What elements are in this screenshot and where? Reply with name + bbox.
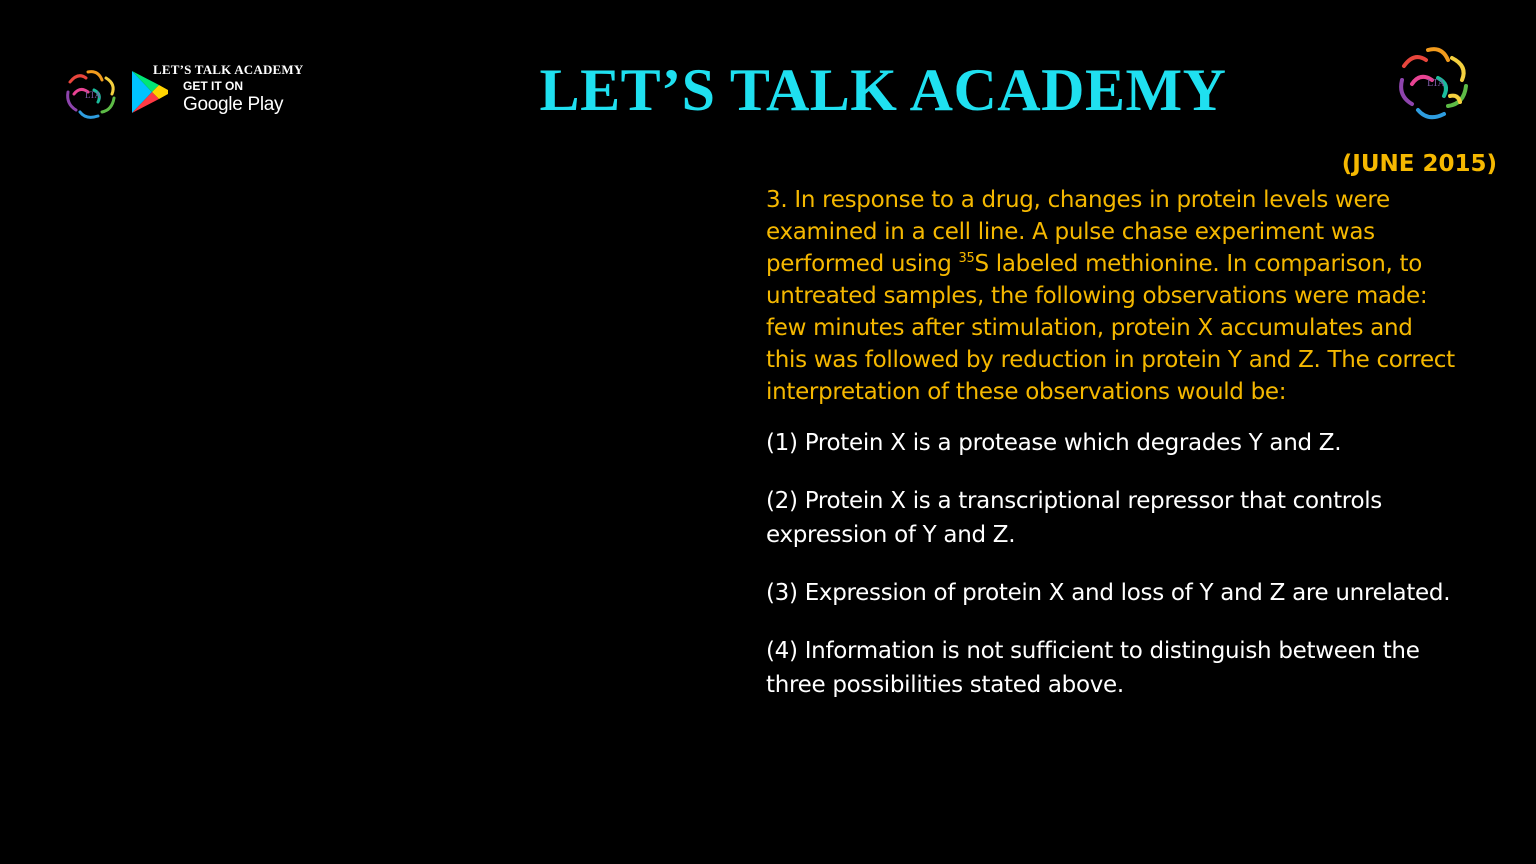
option-line: (3) Expression of protein X and loss of Y and Z are unrelated. [766,580,1451,606]
question-line: 3. In response to a drug, changes in protein levels were [766,187,1390,213]
isotope-after-text: S labeled methionine. In comparison, to [974,251,1422,277]
answer-option-2[interactable] [766,484,1506,552]
option-line: (4) Information is not sufficient to distinguish between the [766,638,1420,664]
badge-store-name: Google Play [183,94,284,115]
page-title: LET’S TALK ACADEMY [539,57,1227,123]
answer-option-3[interactable] [766,576,1506,610]
question-line-isotope [766,248,1506,280]
question-line: untreated samples, the following observations were made: [766,283,1428,309]
badge-brand-text: LET’S TALK ACADEMY [153,62,304,77]
option-line: (2) Protein X is a transcriptional repressor that controls [766,488,1382,514]
question-line: this was followed by reduction in protein Y and Z. The correct [766,347,1455,373]
answer-options [766,426,1506,726]
option-line: three possibilities stated above. [766,672,1124,698]
corner-logo-text: LTA [1427,78,1445,89]
question-text [766,184,1506,408]
isotope-before-text: performed using [766,251,959,277]
question-line: interpretation of these observations would be: [766,379,1287,405]
option-line: (1) Protein X is a protease which degrades Y and Z. [766,430,1342,456]
question-line: few minutes after stimulation, protein X accumulates and [766,315,1413,341]
answer-option-4[interactable] [766,634,1506,702]
option-line: expression of Y and Z. [766,522,1016,548]
academy-corner-logo-icon [1390,40,1482,128]
badge-get-it-on-text: GET IT ON [183,79,243,93]
isotope-superscript: 35 [958,251,975,266]
logo-text: LTA [85,90,101,100]
question-line: examined in a cell line. A pulse chase experiment was [766,219,1375,245]
exam-source-label: (JUNE 2015) [1341,151,1497,177]
answer-option-1[interactable] [766,426,1506,460]
